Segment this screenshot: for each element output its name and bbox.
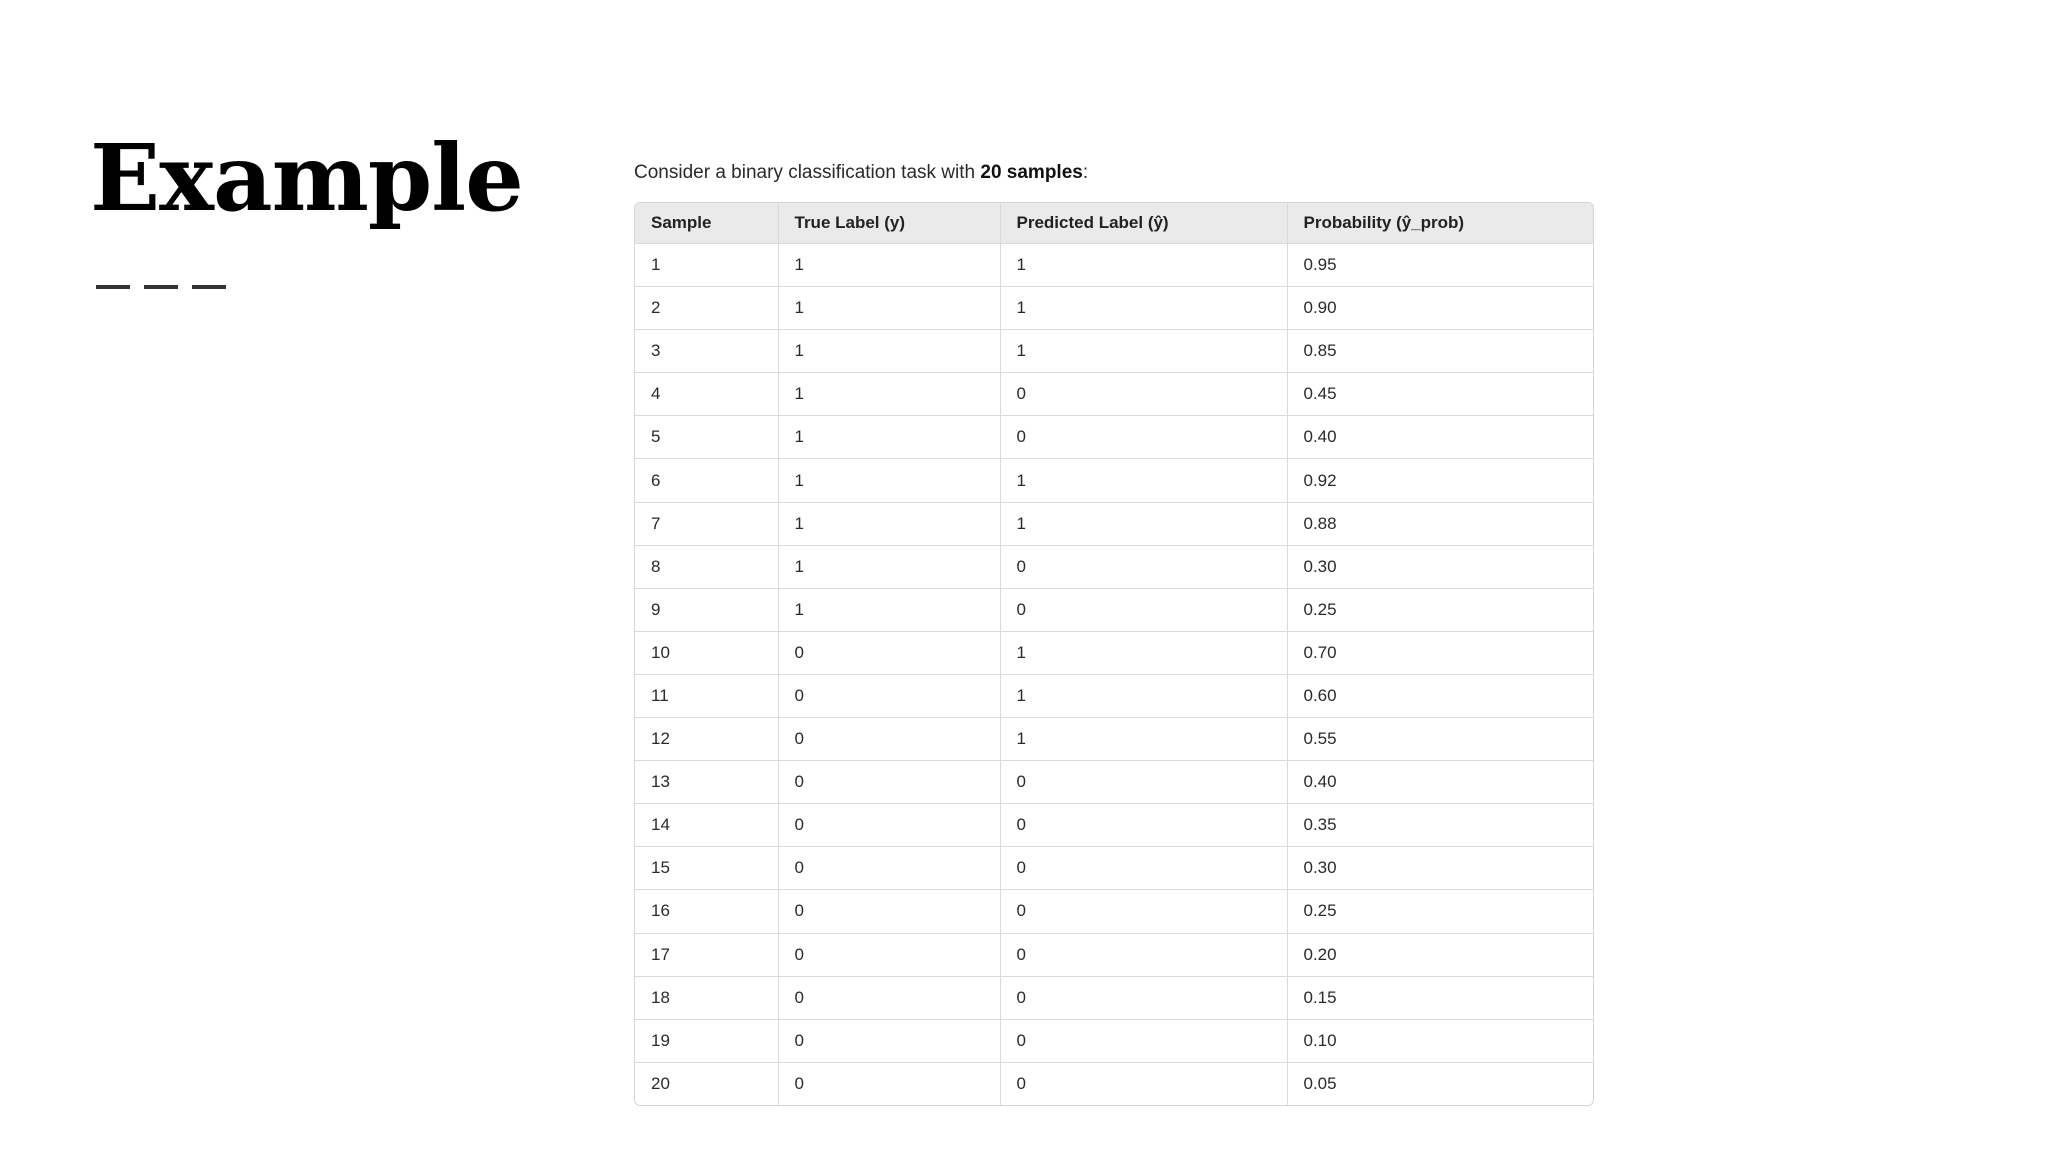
cell-true-label: 0 xyxy=(778,718,1000,761)
table-body xyxy=(635,244,1593,1105)
cell-sample: 19 xyxy=(635,1019,778,1062)
table-row xyxy=(635,847,1593,890)
cell-true-label: 1 xyxy=(778,373,1000,416)
cell-true-label: 1 xyxy=(778,588,1000,631)
cell-sample: 5 xyxy=(635,416,778,459)
cell-probability: 0.35 xyxy=(1287,804,1593,847)
cell-probability: 0.90 xyxy=(1287,287,1593,330)
table-row xyxy=(635,1019,1593,1062)
cell-true-label: 0 xyxy=(778,1062,1000,1105)
table-row xyxy=(635,373,1593,416)
cell-sample: 2 xyxy=(635,287,778,330)
intro-text-bold: 20 samples xyxy=(980,162,1083,183)
cell-true-label: 1 xyxy=(778,545,1000,588)
cell-sample: 20 xyxy=(635,1062,778,1105)
cell-true-label: 1 xyxy=(778,416,1000,459)
cell-probability: 0.25 xyxy=(1287,890,1593,933)
table-row xyxy=(635,502,1593,545)
cell-predicted-label: 0 xyxy=(1000,761,1287,804)
table-row xyxy=(635,631,1593,674)
intro-text xyxy=(634,161,1088,185)
cell-predicted-label: 1 xyxy=(1000,502,1287,545)
cell-true-label: 0 xyxy=(778,631,1000,674)
table-row xyxy=(635,545,1593,588)
cell-predicted-label: 0 xyxy=(1000,890,1287,933)
cell-sample: 4 xyxy=(635,373,778,416)
cell-probability: 0.85 xyxy=(1287,330,1593,373)
cell-predicted-label: 1 xyxy=(1000,718,1287,761)
cell-sample: 9 xyxy=(635,588,778,631)
cell-predicted-label: 1 xyxy=(1000,459,1287,502)
cell-sample: 10 xyxy=(635,631,778,674)
divider-dash xyxy=(144,285,178,289)
column-header-probability: Probability (ŷ_prob) xyxy=(1287,203,1593,244)
cell-predicted-label: 0 xyxy=(1000,1062,1287,1105)
cell-true-label: 1 xyxy=(778,459,1000,502)
table-row xyxy=(635,416,1593,459)
divider-dash xyxy=(192,285,226,289)
cell-probability: 0.88 xyxy=(1287,502,1593,545)
column-header-sample: Sample xyxy=(635,203,778,244)
cell-true-label: 0 xyxy=(778,847,1000,890)
cell-probability: 0.30 xyxy=(1287,847,1593,890)
cell-predicted-label: 0 xyxy=(1000,1019,1287,1062)
table-row xyxy=(635,287,1593,330)
cell-probability: 0.05 xyxy=(1303,1073,1337,1093)
column-header-predicted-label: Predicted Label (ŷ) xyxy=(1000,203,1287,244)
cell-probability: 0.95 xyxy=(1287,244,1593,287)
cell-predicted-label: 0 xyxy=(1000,416,1287,459)
cell-sample: 18 xyxy=(635,976,778,1019)
cell-sample: 11 xyxy=(635,674,778,717)
table-row xyxy=(635,588,1593,631)
cell-predicted-label: 1 xyxy=(1000,244,1287,287)
table-row xyxy=(635,933,1593,976)
cell-sample: 3 xyxy=(635,330,778,373)
cell-sample: 7 xyxy=(635,502,778,545)
column-header-true-label: True Label (y) xyxy=(778,203,1000,244)
cell-true-label: 1 xyxy=(778,287,1000,330)
cell-probability: 0.40 xyxy=(1287,416,1593,459)
cell-true-label: 0 xyxy=(778,890,1000,933)
cell-predicted-label: 0 xyxy=(1000,976,1287,1019)
cell-probability: 0.30 xyxy=(1287,545,1593,588)
cell-probability: 0.40 xyxy=(1287,761,1593,804)
cell-probability: 0.60 xyxy=(1287,674,1593,717)
cell-predicted-label: 1 xyxy=(1000,287,1287,330)
cell-predicted-label: 1 xyxy=(1000,330,1287,373)
data-table-container xyxy=(634,202,1594,1106)
table-header-row xyxy=(635,203,1593,244)
cell-sample: 13 xyxy=(635,761,778,804)
cell-predicted-label: 0 xyxy=(1000,545,1287,588)
cell-probability: 0.10 xyxy=(1287,1019,1593,1062)
table-row xyxy=(635,976,1593,1019)
cell-true-label: 0 xyxy=(778,933,1000,976)
cell-sample: 15 xyxy=(635,847,778,890)
cell-true-label: 1 xyxy=(778,502,1000,545)
intro-text-end: : xyxy=(1082,162,1089,183)
cell-true-label: 0 xyxy=(778,761,1000,804)
cell-predicted-label: 1 xyxy=(1000,674,1287,717)
cell-probability: 0.92 xyxy=(1287,459,1593,502)
table-row xyxy=(635,718,1593,761)
cell-predicted-label: 0 xyxy=(1000,804,1287,847)
cell-sample: 8 xyxy=(635,545,778,588)
cell-predicted-label: 0 xyxy=(1000,588,1287,631)
table-row xyxy=(635,674,1593,717)
cell-probability: 0.55 xyxy=(1287,718,1593,761)
cell-true-label: 0 xyxy=(778,976,1000,1019)
table-row xyxy=(635,459,1593,502)
classification-table xyxy=(635,203,1593,1105)
cell-probability: 0.15 xyxy=(1287,976,1593,1019)
cell-predicted-label: 1 xyxy=(1000,631,1287,674)
table-row xyxy=(635,244,1593,287)
cell-true-label: 0 xyxy=(778,674,1000,717)
cell-true-label: 1 xyxy=(778,330,1000,373)
cell-predicted-label: 0 xyxy=(1000,933,1287,976)
slide-title: Example xyxy=(90,124,523,232)
divider-dash xyxy=(96,285,130,289)
table-row xyxy=(635,890,1593,933)
title-underline-divider xyxy=(96,285,226,289)
table-row xyxy=(635,330,1593,373)
table-row xyxy=(635,804,1593,847)
intro-text-start: Consider a binary classification task with xyxy=(634,162,981,183)
table-row xyxy=(635,761,1593,804)
cell-sample: 1 xyxy=(635,244,778,287)
cell-sample: 12 xyxy=(635,718,778,761)
cell-probability: 0.70 xyxy=(1287,631,1593,674)
cell-sample: 14 xyxy=(635,804,778,847)
cell-true-label: 0 xyxy=(778,1019,1000,1062)
cell-probability: 0.45 xyxy=(1287,373,1593,416)
cell-true-label: 1 xyxy=(778,244,1000,287)
cell-probability: 0.25 xyxy=(1287,588,1593,631)
table-row xyxy=(635,1062,1593,1105)
cell-predicted-label: 0 xyxy=(1000,373,1287,416)
cell-sample: 16 xyxy=(635,890,778,933)
cell-probability: 0.20 xyxy=(1287,933,1593,976)
cell-sample: 6 xyxy=(635,459,778,502)
cell-predicted-label: 0 xyxy=(1000,847,1287,890)
cell-sample: 17 xyxy=(635,933,778,976)
cell-true-label: 0 xyxy=(778,804,1000,847)
